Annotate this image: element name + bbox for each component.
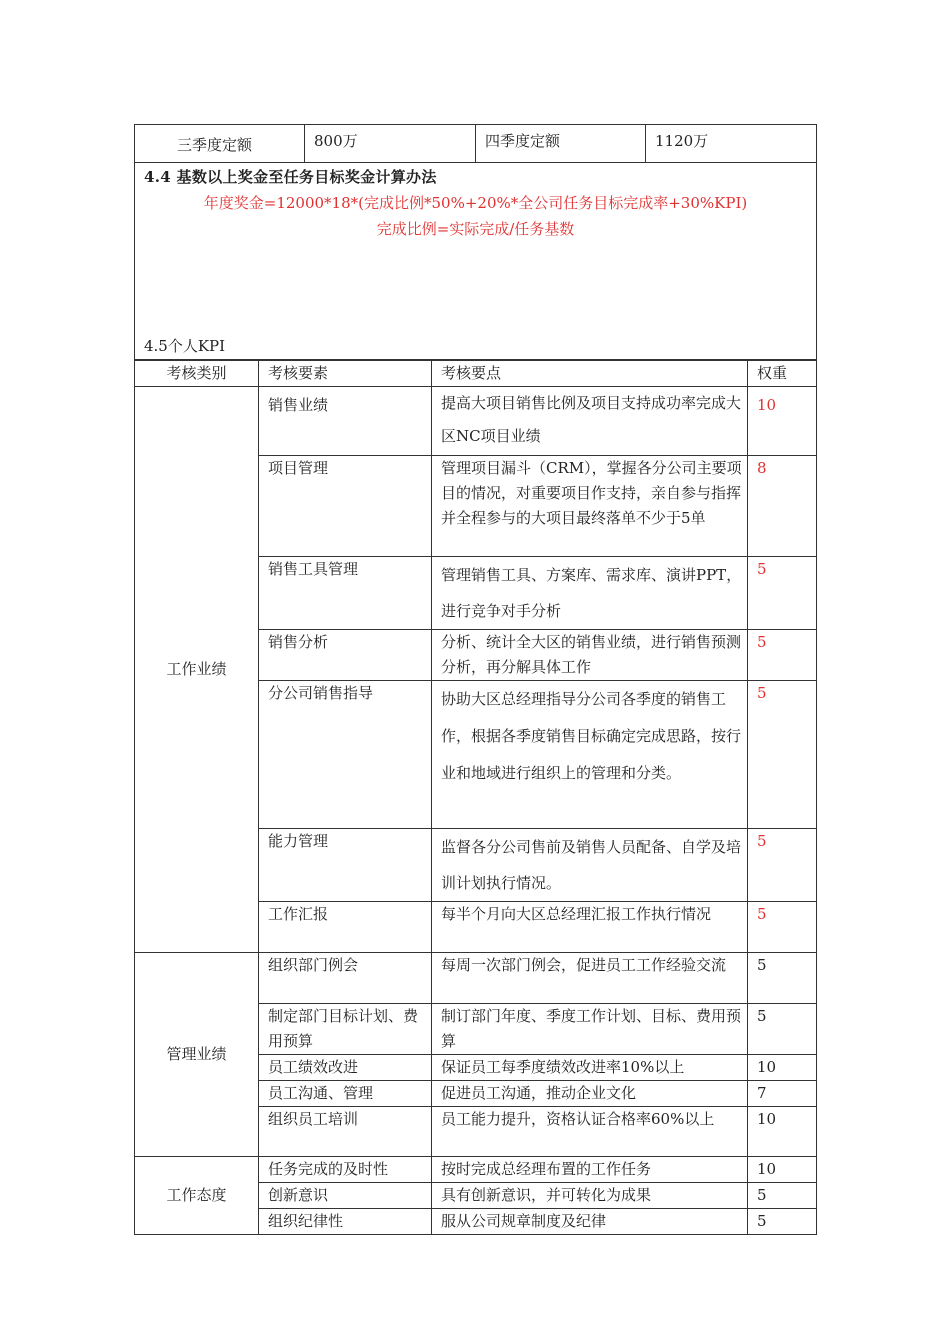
document-page (134, 124, 816, 1235)
kpi-point: 员工能力提升，资格认证合格率60%以上 (432, 1107, 748, 1157)
kpi-element: 创新意识 (259, 1183, 432, 1209)
kpi-element: 项目管理 (259, 456, 432, 557)
header-point: 考核要点 (432, 361, 748, 387)
kpi-weight: 5 (748, 630, 817, 681)
kpi-element: 制定部门目标计划、费用预算 (259, 1004, 432, 1055)
kpi-element: 能力管理 (259, 829, 432, 902)
kpi-weight: 5 (748, 681, 817, 829)
kpi-element: 分公司销售指导 (259, 681, 432, 829)
quota-row (135, 125, 817, 163)
category-work: 工作业绩 (135, 387, 259, 953)
q3-value: 800万 (305, 125, 476, 163)
kpi-point: 监督各分公司售前及销售人员配备、自学及培训计划执行情况。 (432, 829, 748, 902)
kpi-weight: 5 (748, 557, 817, 630)
kpi-point: 具有创新意识，并可转化为成果 (432, 1183, 748, 1209)
kpi-element: 组织员工培训 (259, 1107, 432, 1157)
kpi-weight: 10 (748, 387, 817, 456)
kpi-weight: 10 (748, 1107, 817, 1157)
category-management: 管理业绩 (135, 953, 259, 1157)
completion-ratio-formula: 完成比例=实际完成/任务基数 (376, 220, 575, 238)
kpi-point: 服从公司规章制度及纪律 (432, 1209, 748, 1235)
kpi-element: 销售分析 (259, 630, 432, 681)
kpi-point: 管理销售工具、方案库、需求库、演讲PPT，进行竞争对手分析 (432, 557, 748, 630)
kpi-weight: 10 (748, 1055, 817, 1081)
kpi-point: 分析、统计全大区的销售业绩，进行销售预测分析，再分解具体工作 (432, 630, 748, 681)
kpi-element: 销售业绩 (259, 387, 432, 456)
header-category: 考核类别 (135, 361, 259, 387)
kpi-weight: 5 (748, 953, 817, 1004)
kpi-weight: 7 (748, 1081, 817, 1107)
kpi-element: 工作汇报 (259, 902, 432, 953)
kpi-weight: 5 (748, 829, 817, 902)
kpi-weight: 5 (748, 1209, 817, 1235)
kpi-element: 组织纪律性 (259, 1209, 432, 1235)
kpi-weight: 10 (748, 1157, 817, 1183)
section-44-heading: 4.4 基数以上奖金至任务目标奖金计算办法 (144, 168, 437, 186)
q3-label: 三季度定额 (135, 125, 305, 163)
section-row (135, 163, 817, 360)
kpi-point: 协助大区总经理指导分公司各季度的销售工作，根据各季度销售目标确定完成思路，按行业和地域进行组织上的管理和分类。 (432, 681, 748, 829)
table-row (135, 1157, 817, 1183)
kpi-element: 任务完成的及时性 (259, 1157, 432, 1183)
kpi-point: 制订部门年度、季度工作计划、目标、费用预算 (432, 1004, 748, 1055)
kpi-weight: 5 (748, 1183, 817, 1209)
kpi-point: 每半个月向大区总经理汇报工作执行情况 (432, 902, 748, 953)
kpi-element: 组织部门例会 (259, 953, 432, 1004)
kpi-point: 提高大项目销售比例及项目支持成功率完成大区NC项目业绩 (432, 387, 748, 456)
kpi-element: 销售工具管理 (259, 557, 432, 630)
kpi-point: 管理项目漏斗（CRM），掌握各分公司主要项目的情况，对重要项目作支持，亲自参与指挥并全程参与的大项目最终落单不少于5单 (432, 456, 748, 557)
kpi-point: 促进员工沟通，推动企业文化 (432, 1081, 748, 1107)
kpi-point: 保证员工每季度绩效改进率10%以上 (432, 1055, 748, 1081)
header-element: 考核要素 (259, 361, 432, 387)
section-cell (135, 163, 817, 360)
kpi-element: 员工沟通、管理 (259, 1081, 432, 1107)
bonus-formula: 年度奖金=12000*18*(完成比例*50%+20%*全公司任务目标完成率+30%KPI) (203, 194, 748, 212)
kpi-weight: 8 (748, 456, 817, 557)
header-weight: 权重 (748, 361, 817, 387)
section-45-heading: 4.5个人KPI (144, 337, 226, 355)
kpi-weight: 5 (748, 902, 817, 953)
kpi-table (134, 360, 817, 1235)
q4-value: 1120万 (646, 125, 817, 163)
table-row (135, 387, 817, 456)
kpi-point: 每周一次部门例会，促进员工工作经验交流 (432, 953, 748, 1004)
category-attitude: 工作态度 (135, 1157, 259, 1235)
kpi-weight: 5 (748, 1004, 817, 1055)
kpi-point: 按时完成总经理布置的工作任务 (432, 1157, 748, 1183)
kpi-header-row (135, 361, 817, 387)
table-row (135, 953, 817, 1004)
q4-label: 四季度定额 (476, 125, 646, 163)
quota-table (134, 124, 817, 360)
kpi-element: 员工绩效改进 (259, 1055, 432, 1081)
